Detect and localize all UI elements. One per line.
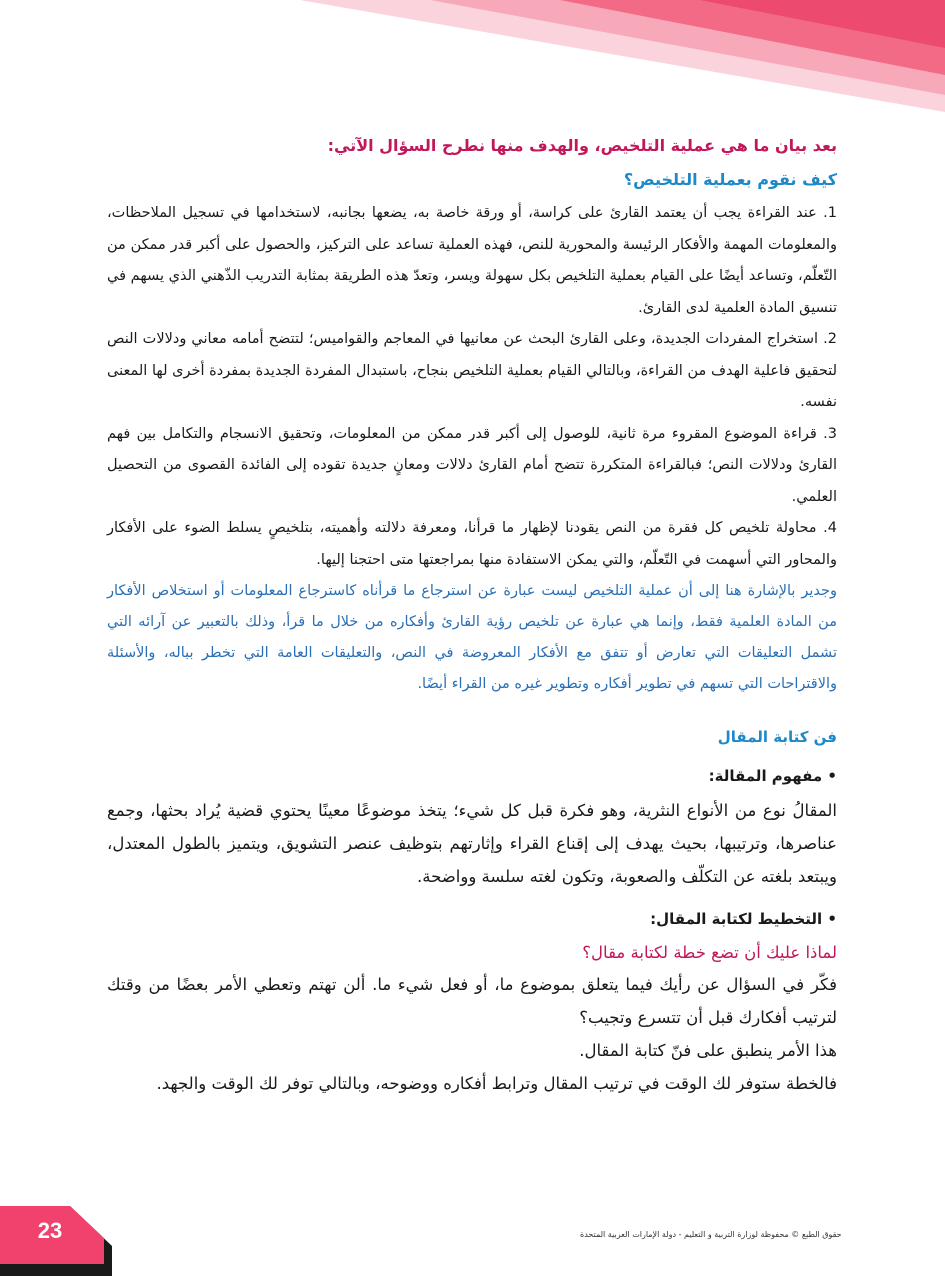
- steps-list: [107, 198, 837, 576]
- concept-text: المقالُ نوع من الأنواع النثرية، وهو فكرة قبل كل شيء؛ يتخذ موضوعًا معينًا يحتوي قضية يُراد بحثها، وجمع عناصرها، وترتيبها، بحيث يهدف إلى إقناع القراء وإثارتهم بتوظيف عنصر التشويق، ويتميز بالطول المعتدل، ويبتعد بلغته عن التكلّف والصعوبة، وتكون لغته سلسة وواضحة.: [107, 801, 837, 886]
- step-number: 4.: [823, 520, 838, 536]
- step-number: 1.: [823, 205, 837, 221]
- note-paragraph: وجدير بالإشارة هنا إلى أن عملية التلخيص ليست عبارة عن استرجاع ما قرأناه كاسترجاع المعلومات أو استخلاص الأفكار من المادة العلمية فقط، وإنما هي عبارة عن تلخيص رؤية القارئ وأفكاره من خلال ما قرأ، وذلك بالتعبير عن آرائه التي تشمل التعليقات التي تعارض أو تتفق مع الأفكار المعروضة في النص، والتعليقات العامة التي تخطر بباله، والأسئلة والاقتراحات التي تسهم في تطوير أفكاره وتطوير غيره من القراء أيضًا.: [107, 583, 837, 692]
- copyright-footer: حقوق الطبع © محفوظة لوزارة التربية و التعليم - دولة الإمارات العربية المتحدة: [580, 1230, 842, 1239]
- page-number: 23: [37, 1218, 63, 1243]
- step-text: قراءة الموضوع المقروء مرة ثانية، للوصول إلى أكبر قدر ممكن من المعلومات، وتحقيق الانسجام والتكامل بين فهم القارئ ودلالات النص؛ فبالقراءة المتكررة تتضح أمام القارئ دلالات ومعانٍ جديدة تقوده إلى الفائدة القصوى من التحصيل العلمي.: [107, 425, 837, 505]
- step-item: [107, 198, 837, 324]
- step-text: استخراج المفردات الجديدة، وعلى القارئ البحث عن معانيها في المعاجم والقواميس؛ لتتضح أمامه معاني ودلالات النص لتحقيق فاعلية الهدف من القراءة، وبالتالي القيام بعملية التلخيص بنجاح، باستبدال المفردة الجديدة بمفردة أخرى لها المعنى نفسه.: [107, 331, 837, 410]
- header-decoration: [0, 0, 945, 150]
- planning-paragraph-2: هذا الأمر ينطبق على فنّ كتابة المقال.: [579, 1041, 837, 1060]
- how-to-summarize-heading: كيف نقوم بعملية التلخيص؟: [623, 170, 837, 189]
- step-text: محاولة تلخيص كل فقرة من النص يقودنا لإظهار ما قرأنا، ومعرفة دلالته وأهميته، بتلخيصٍ يسلط الضوء على الأفكار والمحاور التي أسهمت في التّعلّم، والتي يمكن الاستفادة منها بمراجعتها متى احتجنا إليها.: [107, 520, 837, 568]
- step-item: [107, 419, 837, 514]
- main-question-heading: بعد بيان ما هي عملية التلخيص، والهدف منها نطرح السؤال الآتي:: [327, 136, 837, 155]
- step-number: 2.: [823, 331, 838, 347]
- planning-paragraph-3: فالخطة ستوفر لك الوقت في ترتيب المقال وترابط أفكاره ووضوحه، وبالتالي توفر لك الوقت والجهد.: [156, 1074, 837, 1093]
- step-text: عند القراءة يجب أن يعتمد القارئ على كراسة، أو ورقة خاصة به، يضعها بجانبه، لاستخدامها في تسجيل الملاحظات، والمعلومات المهمة والأفكار الرئيسة والمحورية للنص، فهذه العملية تساعد على التركيز، والحصول على أكبر قدر ممكن من التّعلّم، وتساعد أيضًا على القيام بعملية التلخيص بكل سهولة ويسر، وتعدّ هذه الطريقة بمثابة التدريب الذّهني الذي يسهم في تنسيق المادة العلمية لدى القارئ.: [107, 205, 837, 316]
- concept-title: • مفهوم المقالة:: [708, 767, 837, 785]
- planning-title: • التخطيط لكتابة المقال:: [650, 910, 837, 928]
- step-number: 3.: [823, 425, 837, 442]
- planning-question: لماذا عليك أن تضع خطة لكتابة مقال؟: [582, 943, 837, 962]
- planning-paragraph-1: فكّر في السؤال عن رأيك فيما يتعلق بموضوع ما، أو فعل شيء ما. ألن تهتم وتعطي الأمر بعضًا من وقتك لترتيب أفكارك قبل أن تتسرع وتجيب؟: [107, 975, 837, 1027]
- step-item: [107, 324, 837, 419]
- page-content: [107, 130, 837, 1100]
- step-item: [107, 513, 837, 576]
- section-title: فن كتابة المقال: [717, 728, 837, 746]
